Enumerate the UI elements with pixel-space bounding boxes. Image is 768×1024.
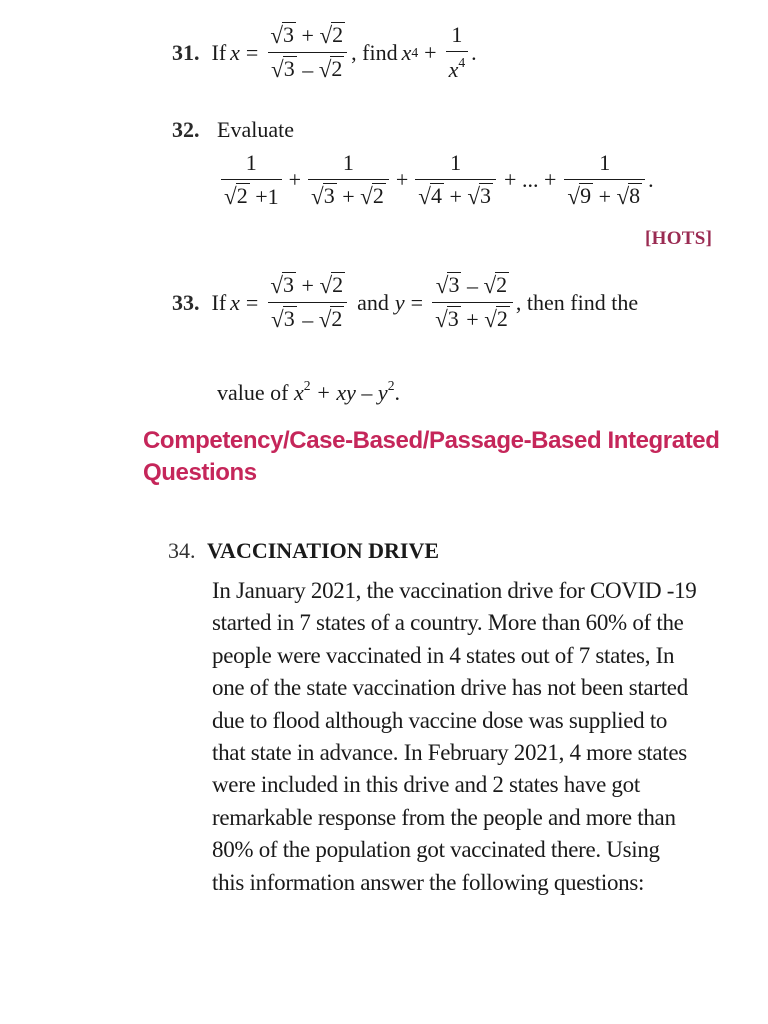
question-32 <box>172 117 294 143</box>
period: . <box>648 167 654 192</box>
question-number: 31. <box>172 39 200 65</box>
denominator <box>268 52 347 83</box>
exponent: 2 <box>387 378 395 393</box>
period: . <box>471 39 477 65</box>
plus-sign: + <box>288 167 302 192</box>
expr-x: x <box>293 380 304 406</box>
if-label: If <box>211 289 227 315</box>
expr-middle: + xy – y <box>316 380 388 406</box>
exponent: 2 <box>303 378 311 393</box>
then-find-label: , then find the <box>515 289 639 315</box>
numerator <box>267 22 348 52</box>
question-number: 33. <box>172 289 200 315</box>
var-x: x <box>230 39 240 65</box>
section-heading-line-1: Competency/Case-Based/Passage-Based Integrated <box>143 427 720 454</box>
denominator: $x^4$ <box>446 51 469 83</box>
passage-line: 80% of the population got vaccinated there. Using <box>212 837 660 863</box>
find-exponent: 4 <box>411 44 419 60</box>
passage <box>212 575 727 899</box>
plus-sign: + <box>301 23 314 49</box>
passage-line: due to flood although vaccine dose was supplied to <box>212 707 668 733</box>
passage-line: people were vaccinated in 4 states out of 7 states, In <box>212 642 675 668</box>
passage-line: In January 2021, the vaccination drive for COVID -19 <box>212 578 697 603</box>
plus-sign: + <box>395 167 409 192</box>
section-heading <box>143 425 743 489</box>
equals: = <box>245 289 259 315</box>
question-33-expression <box>217 378 400 406</box>
if-label: If <box>211 39 227 65</box>
sqrt-2: √ 2 <box>319 22 344 49</box>
passage-line: that state in advance. In February 2021, 4 more states <box>212 740 687 766</box>
question-33 <box>172 272 638 333</box>
fraction-x <box>267 22 348 83</box>
var-y: y <box>394 289 405 315</box>
equals: = <box>245 39 259 65</box>
and-label: and <box>357 289 389 315</box>
equals: = <box>410 289 424 315</box>
passage-line: remarkable response from the people and more than <box>212 804 676 830</box>
plus-sign: + <box>424 39 437 65</box>
question-31 <box>172 22 477 83</box>
series-expression <box>218 150 654 210</box>
section-heading-line-2: Questions <box>143 459 257 486</box>
term-3: 1 √ 4 + √ 3 <box>415 150 496 210</box>
term-last: 1 √ 9 + √ 8 <box>564 150 645 210</box>
question-number: 34. <box>168 538 196 563</box>
period: . <box>394 380 400 406</box>
numerator: 1 <box>451 22 463 47</box>
value-of-label: value of <box>217 380 289 406</box>
fraction-reciprocal <box>446 22 469 83</box>
hots-tag: [HOTS] <box>645 228 713 249</box>
sqrt-3: √ 3 <box>271 56 295 83</box>
question-title: VACCINATION DRIVE <box>207 538 440 563</box>
find-label: , find <box>351 39 398 65</box>
var-x: x <box>230 289 240 315</box>
passage-line: one of the state vaccination drive has not been started <box>212 675 688 701</box>
question-34-header <box>168 538 439 564</box>
ellipsis: + ... + <box>504 167 557 192</box>
passage-line: this information answer the following questions: <box>212 869 645 895</box>
fraction-y: √ 3 – √ 2 √ 3 + √ 2 <box>432 272 513 333</box>
passage-line: started in 7 states of a country. More than 60% of the <box>212 610 684 636</box>
minus-sign: – <box>302 57 314 83</box>
fraction-x: √ 3 + √ 2 √ 3 – √ 2 <box>267 272 348 333</box>
question-number: 32. <box>172 117 200 142</box>
term-1: 1 √ 2 +1 <box>221 150 282 210</box>
evaluate-label: Evaluate <box>217 117 294 142</box>
find-var: x <box>401 39 412 65</box>
sqrt-3: √ 3 <box>270 22 295 49</box>
sqrt-2: √ 2 <box>318 56 343 83</box>
passage-line: were included in this drive and 2 states have got <box>212 772 640 798</box>
term-2: 1 √ 3 + √ 2 <box>308 150 389 210</box>
